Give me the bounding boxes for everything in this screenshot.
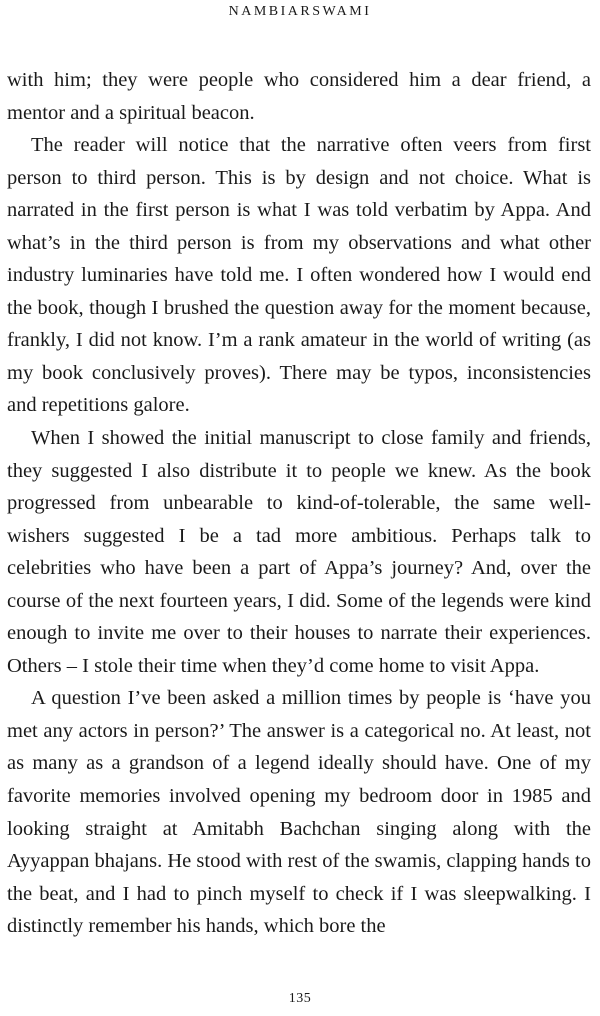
page-number: 135	[288, 991, 312, 1006]
paragraph-narrative-perspective: The reader will notice that the narrative often veers from first person to third person. This is by design and not choice. What is narrated in the first person is what I was told verbatim by Appa. And what’s in the third person is from my observations and what other industry luminaries have told me. I often wondered how I would end the book, though I brushed the question away for the moment because, frankly, I did not know. I’m a rank amateur in the world of writing (as my book conclusively proves). There may be typos, inconsistencies and repetitions galore.	[7, 134, 591, 417]
paragraph-actors-question: A question I’ve been asked a million times by people is ‘have you met any actors in person?’ The answer is a categorical no. At least, not as many as a grandson of a legend ideally should have. One of my favorite memories involved opening my bedroom door in 1985 and looking straight at Amitabh Bachchan singing along with the Ayyappan bhajans. He stood with rest of the swamis, clapping hands to the beat, and I had to pinch myself to check if I was sleepwalking. I distinctly remember his hands, which bore the	[7, 687, 591, 938]
paragraph-manuscript: When I showed the initial manuscript to close family and friends, they suggested I also distribute it to people we knew. As the book progressed from unbearable to kind-of-tolerable, the same well-wishers suggested I be a tad more ambitious. Perhaps talk to celebrities who have been a part of Appa’s journey? And, over the course of the next fourteen years, I did. Some of the legends were kind enough to invite me over to their houses to narrate their experiences. Others – I stole their time when they’d come home to visit Appa.	[7, 427, 591, 677]
running-head-title: NAMBIARSWAMI	[228, 4, 372, 19]
body-text	[7, 64, 591, 943]
paragraph-continued: with him; they were people who considered him a dear friend, a mentor and a spiritual beacon.	[7, 69, 591, 124]
